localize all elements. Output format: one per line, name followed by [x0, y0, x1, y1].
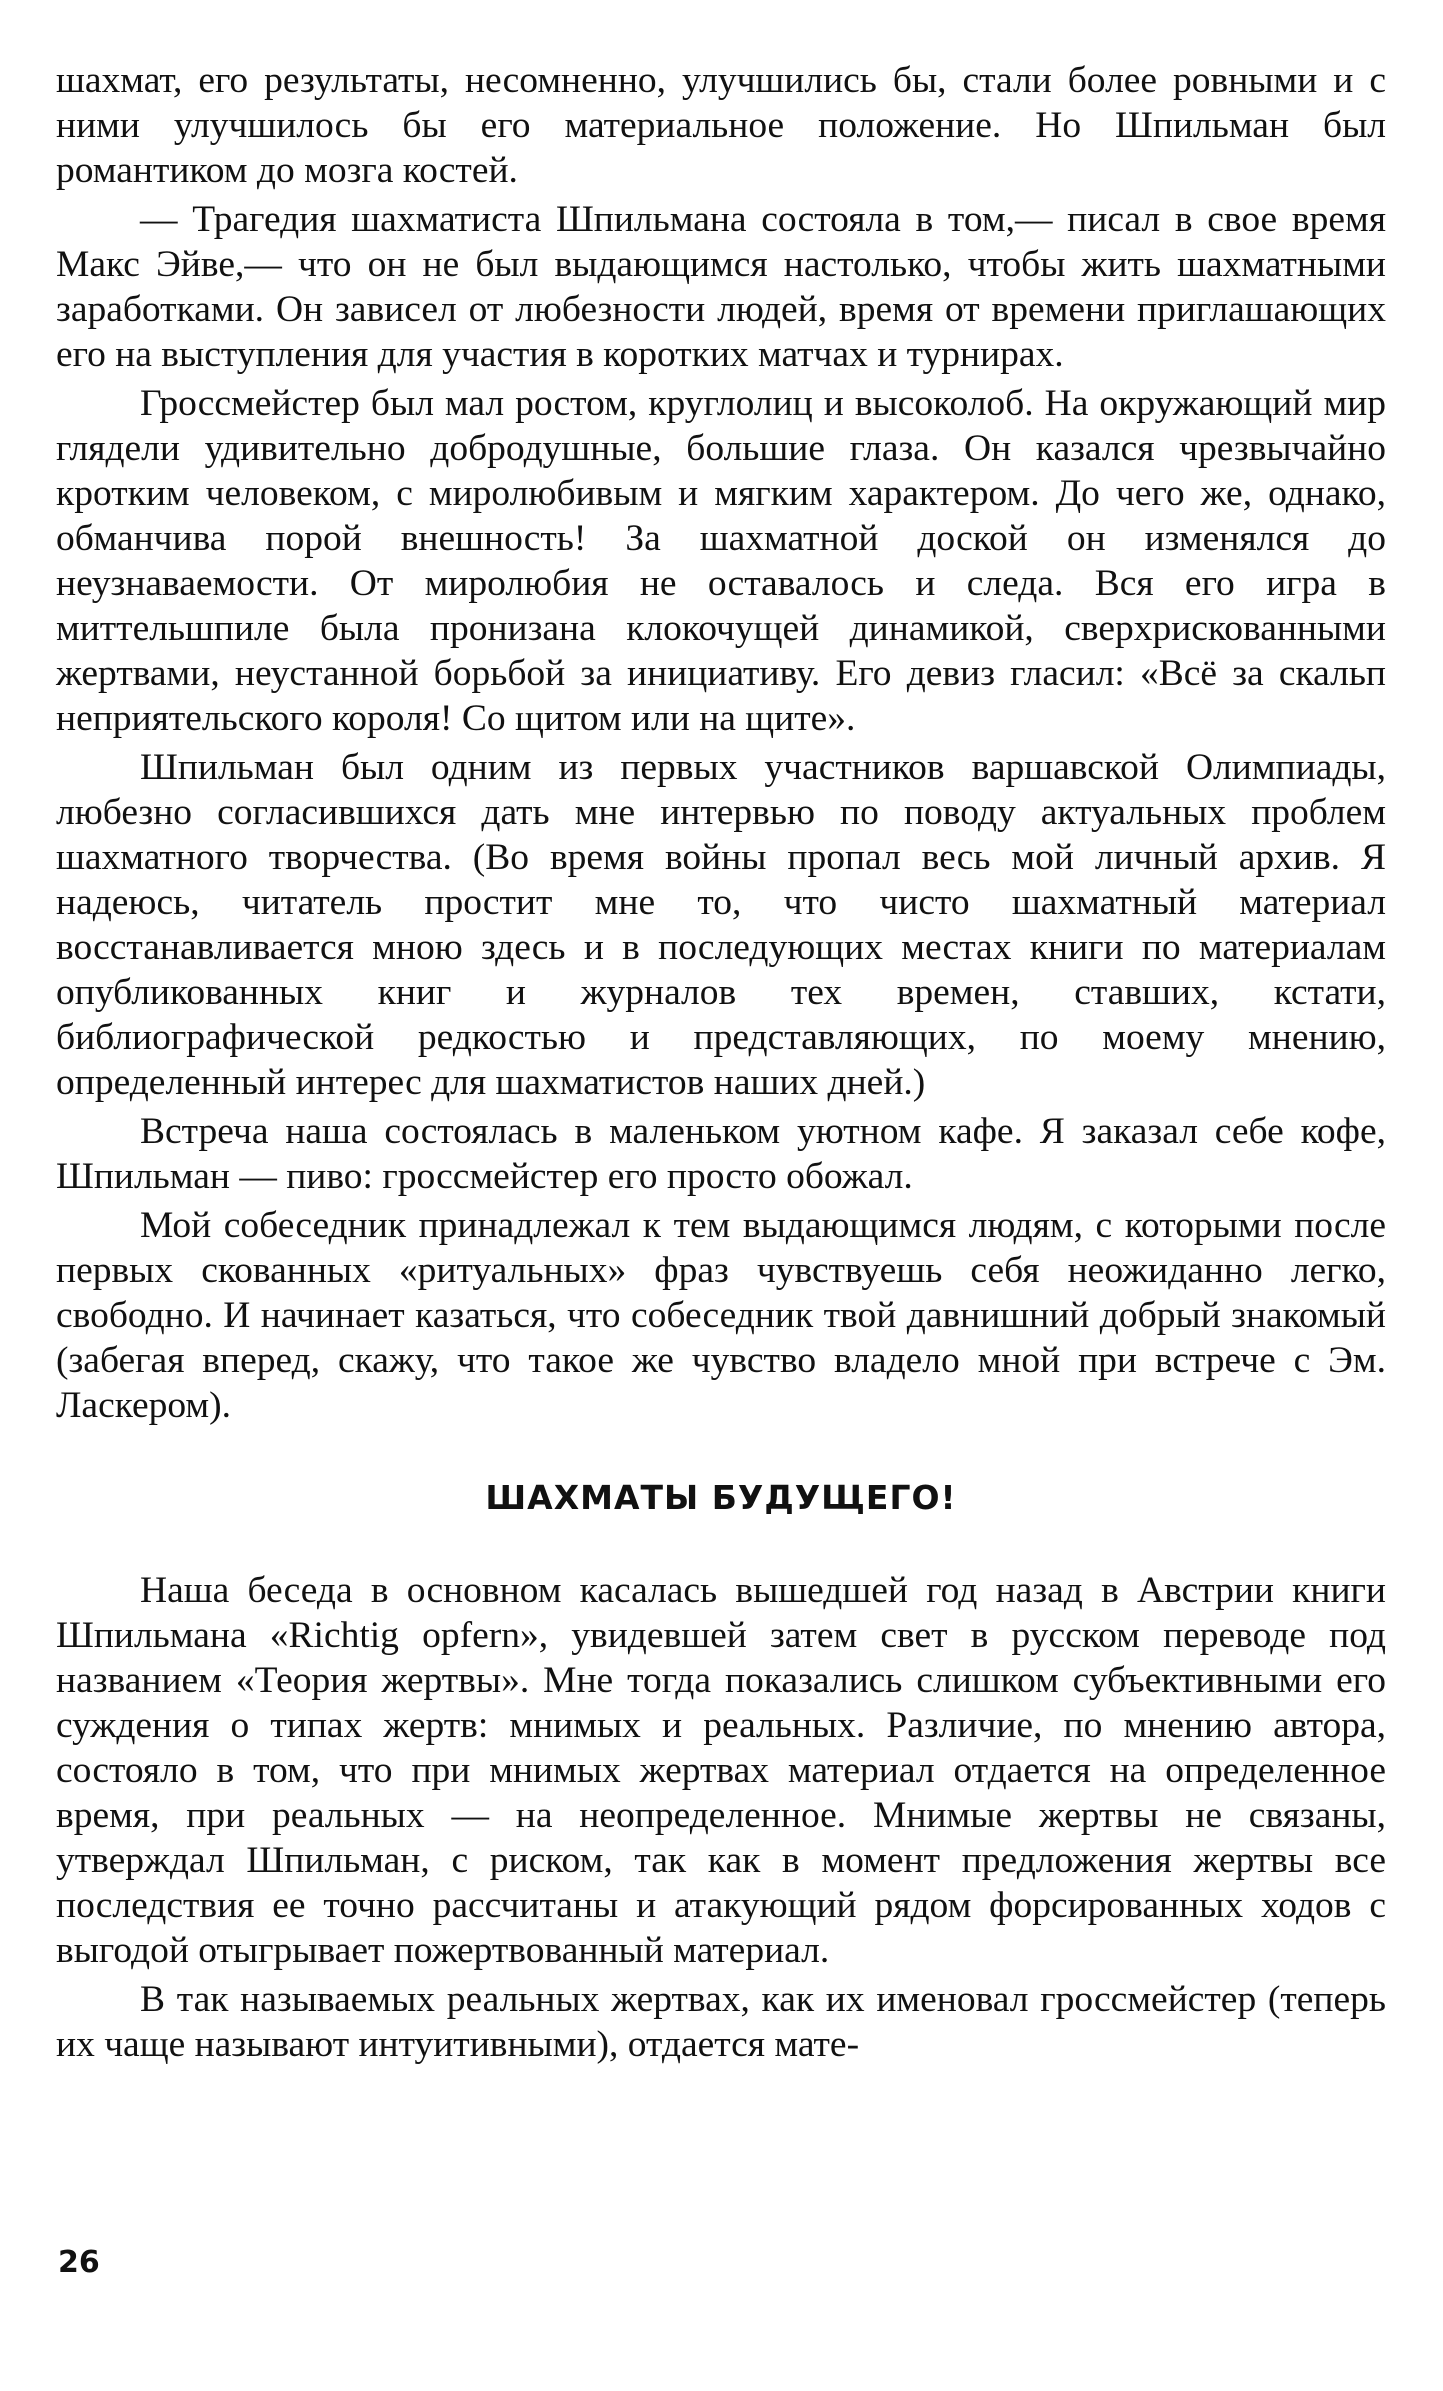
paragraph: Шпильман был одним из первых участников варшавской Олимпиады, любезно согласившихся дать мне интервью по поводу актуальных проблем шахматного творчества. (Во время войны пропал весь мой личный архив. Я надеюсь, читатель простит мне то, что чисто шахматный материал восстанавливается мною здесь и в последующих местах книги по материалам опубликованных книг и журналов тех времен, ставших, кстати, библиографической редкостью и представляющих, по моему мнению, определенный интерес для шахматистов наших дней.) — [56, 747, 1386, 1103]
paragraph: — Трагедия шахматиста Шпильмана состояла в том,— писал в свое время Макс Эйве,— что он не был выдающимся настолько, чтобы жить шахматными заработками. Он зависел от любезности людей, время от времени приглашающих его на выступления для участия в коротких матчах и турнирах. — [56, 199, 1386, 375]
paragraph: Встреча наша состоялась в маленьком уютном кафе. Я заказал себе кофе, Шпильман — пиво: гроссмейстер его просто обожал. — [56, 1111, 1386, 1197]
page-body — [56, 58, 1386, 2071]
paragraph: Наша беседа в основном касалась вышедшей год назад в Австрии книги Шпильмана «Richtig opfern», увидевшей затем свет в русском переводе под названием «Теория жертвы». Мне тогда показались слишком субъективными его суждения о типах жертв: мнимых и реальных. Различие, по мнению автора, состояло в том, что при мнимых жертвах материал отдается на определенное время, при реальных — на неопределенное. Мнимые жертвы не связаны, утверждал Шпильман, с риском, так как в момент предложения жертвы все последствия ее точно рассчитаны и атакующий рядом форсированных ходов с выгодой отыгрывает пожертвованный материал. — [56, 1570, 1386, 1971]
paragraphs-top — [56, 58, 1386, 1428]
paragraph: В так называемых реальных жертвах, как их именовал гроссмейстер (теперь их чаще называют интуитивными), отдается мате- — [56, 1979, 1386, 2065]
paragraph: Гроссмейстер был мал ростом, круглолиц и высоколоб. На окружающий мир глядели удивительно добродушные, большие глаза. Он казался чрезвычайно кротким человеком, с миролюбивым и мягким характером. До чего же, однако, обманчива порой внешность! За шахматной доской он изменялся до неузнаваемости. От миролюбия не оставалось и следа. Вся его игра в миттельшпиле была пронизана клокочущей динамикой, сверхрискованными жертвами, неустанной борьбой за инициативу. Его девиз гласил: «Всё за скальп неприятельского короля! Со щитом или на щите». — [56, 383, 1386, 739]
paragraph: шахмат, его результаты, несомненно, улучшились бы, стали более ровными и с ними улучшилось бы его материальное положение. Но Шпильман был романтиком до мозга костей. — [56, 60, 1386, 191]
paragraphs-bottom — [56, 1568, 1386, 2067]
paragraph: Мой собеседник принадлежал к тем выдающимся людям, с которыми после первых скованных «ритуальных» фраз чувствуешь себя неожиданно легко, свободно. И начинает казаться, что собеседник твой давнишний добрый знакомый (забегая вперед, скажу, что такое же чувство владело мной при встрече с Эм. Ласкером). — [56, 1205, 1386, 1426]
page-number: 26 — [58, 2245, 100, 2280]
section-heading: ШАХМАТЫ БУДУЩЕГО! — [485, 1478, 957, 1517]
